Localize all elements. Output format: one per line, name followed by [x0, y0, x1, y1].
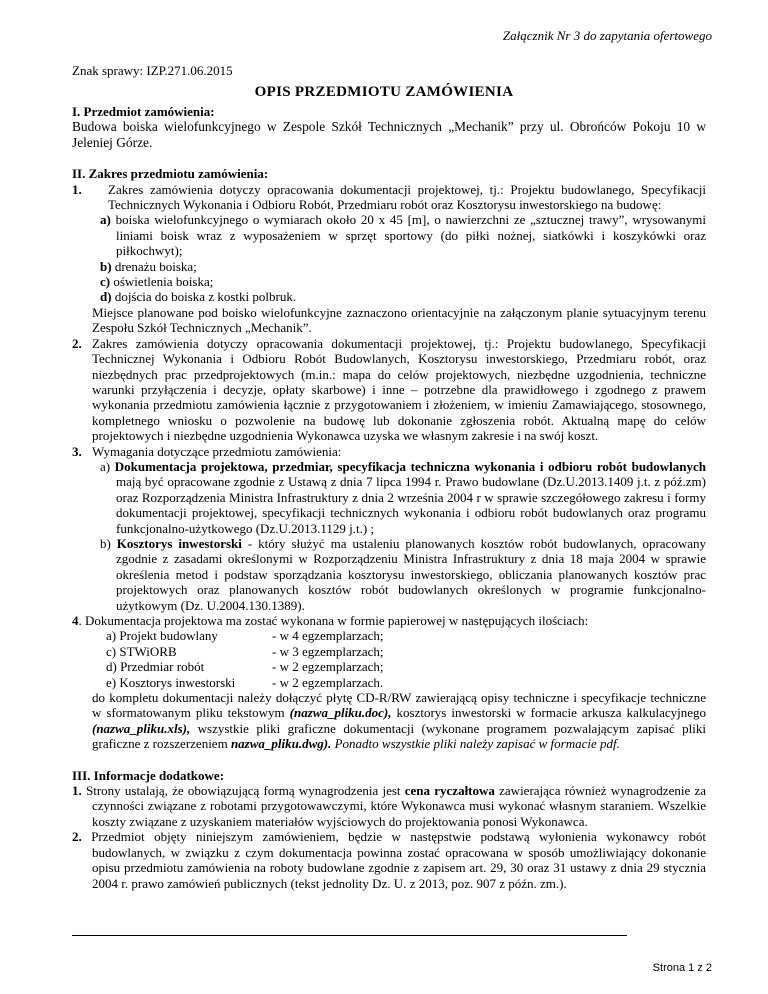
section-2-item-1-c: [72, 274, 706, 289]
case-number: Znak sprawy: IZP.271.06.2015: [72, 63, 233, 78]
copy-qty: - w 2 egzemplarzach;: [272, 659, 384, 675]
files-dwg: nazwa_pliku.dwg).: [230, 736, 332, 752]
sub-bold: Dokumentacja projektowa, przedmiar, specyfikacja techniczna wykonania i odbioru robót budowlanych: [114, 458, 707, 474]
sub-text: dojścia do boiska z kostki polbruk.: [114, 289, 297, 305]
copy-qty: - w 2 egzemplarzach.: [272, 674, 384, 690]
section-2-item-1-d: [72, 289, 706, 304]
item-text: . Dokumentacja projektowa ma zostać wykonana w formie papierowej w następujących ilościach:: [78, 613, 589, 628]
section-2-item-1: [72, 182, 706, 213]
item-number: 4: [72, 613, 79, 628]
sub-label: a): [100, 212, 111, 228]
sub-text: - który służyć ma ustaleniu planowanych kosztów robót budowlanych, opracowany zgodnie z zasadami określonymi w Rozporządzeniu Ministra Infrastruktury z dnia 18 maja 2004 w sprawie określenia metod i podstaw sporządzania kosztorysu inwestorskiego, obliczania planowanych kosztów prac projektowych oraz planowanych kosztów robót budowlanych określonych w programie funkcjonalno-użytkowym (Dz. U.2004.130.1389).: [116, 535, 707, 613]
copies-row: [72, 675, 706, 690]
files-xls: (nazwa_pliku.xls),: [92, 720, 191, 736]
copy-qty: - w 4 egzemplarzach;: [272, 628, 384, 644]
copy-name: d) Przedmiar robót: [106, 659, 205, 675]
section-3-heading: III. Informacje dodatkowe:: [72, 767, 225, 783]
section-2-item-4: [72, 613, 706, 628]
document-title: OPIS PRZEDMIOTU ZAMÓWIENIA: [254, 84, 514, 100]
section-1-heading: I. Przedmiot zamówienia:: [72, 104, 215, 119]
copies-row: [72, 644, 706, 659]
sub-label: d): [100, 289, 112, 305]
item-text: zawierająca również wynagrodzenie za czynności związane z robotami przygotowawczymi, które Wykonawca musi wykonać własnym staraniem. Wszelkie koszty związane z uzyskaniem materiałów wyjściowych do projektowania ponosi Wykonawca.: [92, 783, 706, 829]
sub-text: mają być opracowane zgodnie z Ustawą z dnia 7 lipca 1994 r. Prawo budowlane (Dz.U.2013.1409 j.t. z póź.zm) oraz Rozporządzenia Ministra Infrastruktury z dnia 2 września 2004 r w sprawie szczegółowego zakresu i formy dokumentacji projektowej, specyfikacji technicznych wykonania i odbioru robót budowlanych oraz programu funkcjonalno-użytkowego (Dz.U.2013.1129 j.t.) ;: [116, 474, 706, 536]
sub-label: c): [100, 274, 111, 290]
files-doc: (nazwa_pliku.doc),: [289, 705, 392, 721]
section-2-item-4-files: [72, 690, 706, 752]
files-text: do kompletu dokumentacji należy dołączyć płytę CD-R/RW zawierającą opisy techniczne i specyfikacje techniczne w sformatowanym pliku tekstowym: [92, 690, 706, 721]
sub-label: a): [100, 458, 111, 474]
item-text: Przedmiot objęty niniejszym zamówieniem, będzie w następstwie podstawą wyłonienia wykonawcy robót budowlanych, w związku z czym dokumentacja powinna zostać opracowana w sposób umożliwiający dokonanie opisu przedmiotu zamówienia na roboty budowlane zgodnie z zapisem art. 29, 30 oraz 31 ustawy z dnia 29 stycznia 2004 r. prawo zamówień publicznych (tekst jednolity Dz. U. z 2013, poz. 907 z późn. zm.).: [81, 829, 706, 891]
sub-text: drenażu boiska;: [114, 258, 197, 274]
item-text: Zakres zamówienia dotyczy opracowania dokumentacji projektowej, tj.: Projektu budowlanego, Specyfikacji Technicznej Wykonania i Odbioru Robót Budowlanych, Kosztorysu inwestorskiego, Przedmiaru robót, oraz niezbędnych prac przedprojektowych (m.in.: mapa do celów projektowych, niezbędne uzgodnienia, techniczne warunki przyłączenia i decyzje, opłaty skarbowe) i inne – potrzebne dla prawidłowego i zgodnego z prawem wykonania przedmiotu zamówienia łącznie z przygotowaniem i złożeniem, w imieniu Zamawiającego, stosownego, kompletnego wniosku o pozwolenie na budowę lub dokonanie zgłoszenia robót. Aktualną mapę do celów projektowych i niezbędne uzgodnienia Wykonawca uzyska we własnym zakresie i na swój koszt.: [92, 335, 706, 444]
sub-bold: Kosztorys inwestorski: [116, 535, 242, 551]
section-2-item-3: [72, 444, 706, 459]
section-3-item-2: [72, 829, 706, 891]
page-number: Strona 1 z 2: [652, 962, 712, 974]
copy-name: c) STWiORB: [106, 643, 177, 659]
sub-text: oświetlenia boiska;: [113, 274, 214, 290]
copy-qty: - w 3 egzemplarzach;: [272, 643, 384, 659]
copy-name: e) Kosztorys inwestorski: [106, 674, 236, 690]
files-text: Ponadto wszystkie pliki należy zapisać w formacie pdf.: [331, 736, 620, 752]
item-number: 1.: [72, 181, 82, 197]
footer-divider: [72, 935, 627, 936]
item-number: 2.: [72, 829, 82, 845]
item-text: Zakres zamówienia dotyczy opracowania dokumentacji projektowej, tj.: Projektu budowlanego, Specyfikacji Technicznych Wykonania i Odbioru Robót, Przedmiaru robót oraz Kosztorysu inwestorskiego na budowę:: [108, 181, 706, 213]
sub-label: b): [100, 535, 111, 551]
sub-text: boiska wielofunkcyjnego o wymiarach około 20 x 45 [m], o nawierzchni ze „sztucznej trawy”, wrysowanymi liniami boisk wraz z wyposażeniem w sprzęt sportowy (do piłki nożnej, siatkówki i koszykówki oraz piłkochwyt);: [115, 212, 706, 259]
sub-label: b): [100, 258, 112, 274]
section-2-item-3-b: [72, 536, 706, 613]
section-2-item-3-a: [72, 459, 706, 536]
section-3-item-1: [72, 783, 706, 829]
item-text: Strony ustalają, że obowiązującą formą wynagrodzenia jest: [81, 783, 405, 799]
attachment-header: Załącznik Nr 3 do zapytania ofertowego: [502, 28, 712, 43]
document-body: [72, 104, 706, 891]
files-text: kosztorys inwestorski w formacie arkusza kalkulacyjnego: [391, 705, 706, 721]
section-2-item-1-note: Miejsce planowane pod boisko wielofunkcyjne zaznaczono orientacyjnie na załączonym planie sytuacyjnym terenu Zespołu Szkół Technicznych „Mechanik”.: [92, 304, 706, 336]
section-2-item-1-b: [72, 259, 706, 274]
section-2-item-2: [72, 336, 706, 444]
section-2-heading: II. Zakres przedmiotu zamówienia:: [72, 166, 269, 182]
item-text: Wymagania dotyczące przedmiotu zamówienia:: [92, 443, 342, 459]
copies-row: [72, 659, 706, 674]
item-bold: cena ryczałtowa: [404, 783, 495, 799]
section-2-item-1-a: [72, 212, 706, 258]
section-1-text: Budowa boiska wielofunkcyjnego w Zespole Szkół Technicznych „Mechanik” przy ul. Obrońców Pokoju 10 w Jeleniej Górze.: [72, 119, 706, 150]
copy-name: a) Projekt budowlany: [106, 628, 218, 644]
item-number: 3.: [72, 443, 82, 459]
item-number: 2.: [72, 335, 82, 351]
files-text: wszystkie pliki graficzne dokumentacji (wykonane programem pozwalającym zapisać pliki graficzne z rozszerzeniem: [92, 720, 706, 752]
item-number: 1.: [72, 783, 82, 799]
copies-row: [72, 628, 706, 643]
